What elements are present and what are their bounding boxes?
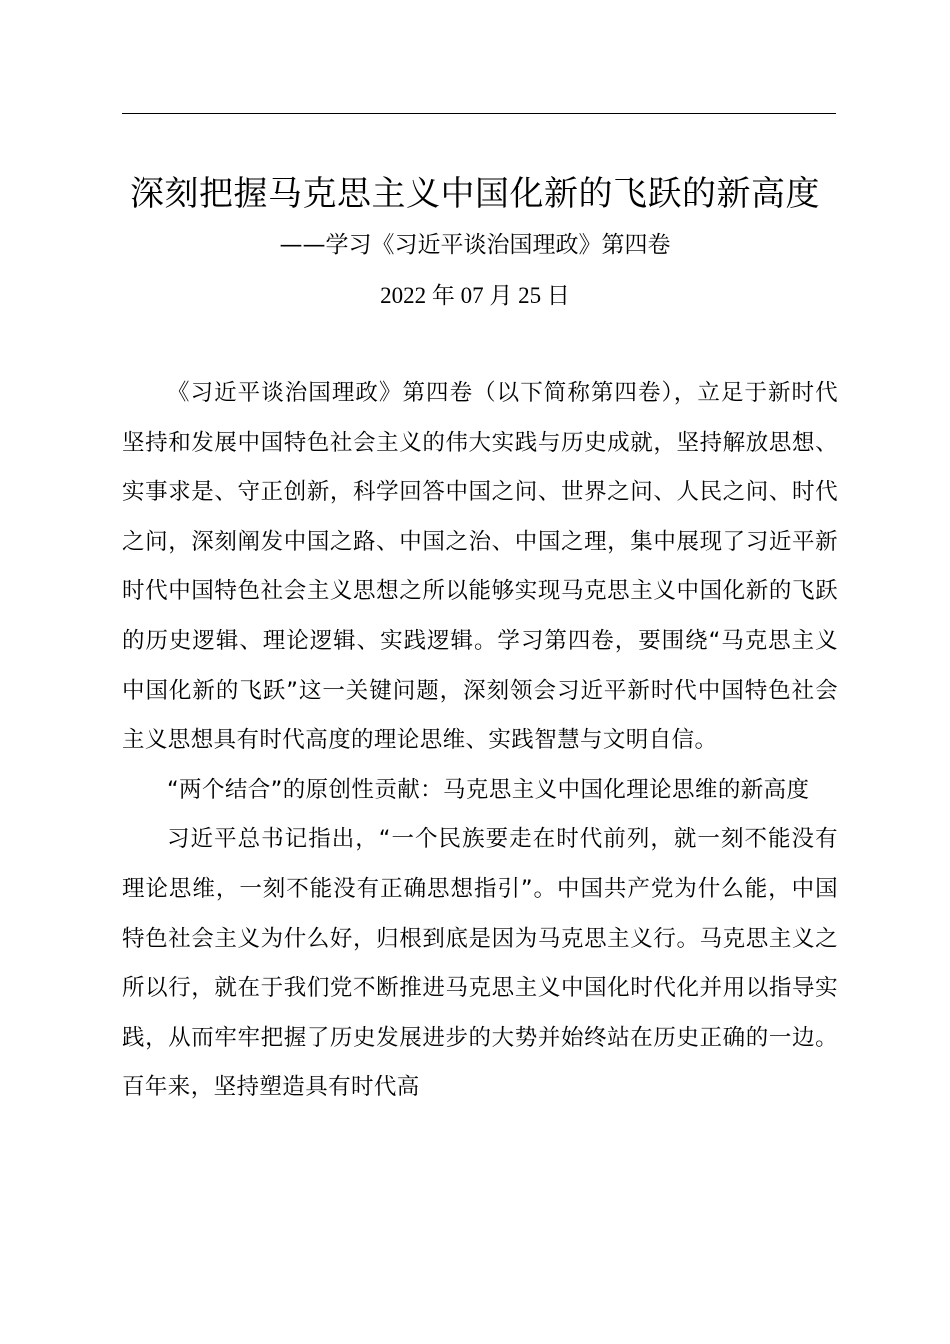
document-body	[122, 369, 838, 1113]
document-title: 深刻把握马克思主义中国化新的飞跃的新高度	[130, 174, 820, 214]
document-subtitle: ——学习《习近平谈治国理政》第四卷	[279, 232, 671, 258]
document-date: 2022 年 07 月 25 日	[380, 283, 570, 308]
paragraph-intro: 《习近平谈治国理政》第四卷（以下简称第四卷），立足于新时代坚持和发展中国特色社会主义的伟大实践与历史成就，坚持解放思想、实事求是、守正创新，科学回答中国之问、世界之问、人民之问、时代之问，深刻阐发中国之路、中国之治、中国之理，集中展现了习近平新时代中国特色社会主义思想之所以能够实现马克思主义中国化新的飞跃的历史逻辑、理论逻辑、实践逻辑。学习第四卷，要围绕“马克思主义中国化新的飞跃”这一关键问题，深刻领会习近平新时代中国特色社会主义思想具有时代高度的理论思维、实践智慧与文明自信。	[122, 380, 838, 754]
section-heading: “两个结合”的原创性贡献：马克思主义中国化理论思维的新高度	[167, 776, 810, 803]
header-rule	[122, 113, 836, 114]
paragraph-body: 习近平总书记指出，“一个民族要走在时代前列，就一刻不能没有理论思维，一刻不能没有正确思想指引”。中国共产党为什么能，中国特色社会主义为什么好，归根到底是因为马克思主义行。马克思主义之所以行，就在于我们党不断推进马克思主义中国化时代化并用以指导实践，从而牢牢把握了历史发展进步的大势并始终站在历史正确的一边。百年来，坚持塑造具有时代高	[122, 826, 838, 1101]
